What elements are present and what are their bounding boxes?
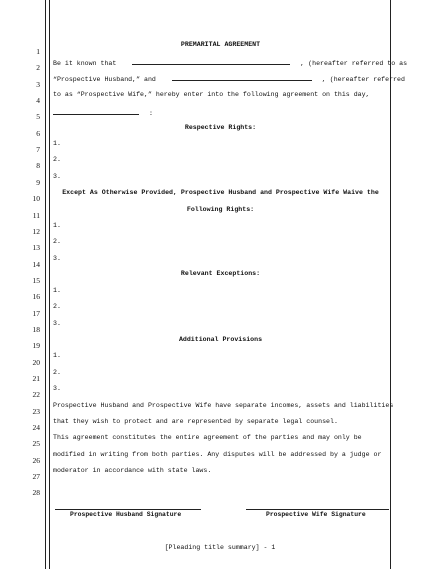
list-item: 3.: [53, 385, 61, 392]
line-number: 27: [32, 472, 40, 482]
list-item: 3.: [53, 173, 61, 180]
body-paragraph-line: moderator in accordance with state laws.: [53, 467, 212, 474]
line-number: 13: [32, 243, 40, 253]
line-number: 26: [32, 455, 40, 465]
intro-text: , (hereafter referred: [321, 76, 405, 83]
line-number: 23: [32, 406, 40, 416]
margin-rule-right: [390, 0, 391, 569]
line-number: 22: [32, 390, 40, 400]
intro-text: , (hereafter referred to as: [300, 60, 408, 67]
wife-name-field[interactable]: [172, 74, 312, 81]
list-item: 1.: [53, 222, 61, 229]
line-number: 1: [36, 47, 40, 56]
line-number: 15: [32, 275, 40, 285]
line-number: 20: [32, 357, 40, 367]
margin-rule-outer: [45, 0, 46, 569]
heading-respective-rights: Respective Rights:: [184, 124, 257, 131]
list-item: 2.: [53, 369, 61, 376]
line-number: 18: [32, 324, 40, 334]
line-number: 17: [32, 308, 40, 318]
line-number: 4: [36, 96, 40, 106]
document-title: PREMARITAL AGREEMENT: [180, 41, 261, 48]
husband-signature-line[interactable]: [55, 509, 201, 510]
list-item: 1.: [53, 352, 61, 359]
body-paragraph-line: This agreement constitutes the entire agreement of the parties and may only be: [53, 434, 362, 441]
intro-text: :: [148, 110, 153, 117]
margin-rule-inner: [49, 0, 50, 569]
line-number: 9: [36, 177, 40, 187]
line-number: 12: [32, 226, 40, 236]
heading-additional-provisions: Additional Provisions: [178, 336, 263, 343]
intro-text: “Prospective Husband,” and: [53, 76, 156, 83]
list-item: 1.: [53, 287, 61, 294]
list-item: 3.: [53, 320, 61, 327]
heading-waive-rights: Except As Otherwise Provided, Prospective Husband and Prospective Wife Waive the: [62, 189, 379, 196]
intro-line-4: [53, 108, 388, 118]
line-number: 10: [32, 194, 40, 204]
wife-signature-line[interactable]: [246, 509, 389, 510]
list-item: 2.: [53, 303, 61, 310]
page-footer: [Pleading title summary] - 1: [164, 544, 276, 551]
line-number: 24: [32, 423, 40, 433]
line-number: 25: [32, 439, 40, 449]
list-item: 1.: [53, 140, 61, 147]
line-number: 19: [32, 341, 40, 351]
line-number: 5: [36, 112, 40, 122]
list-item: 2.: [53, 238, 61, 245]
date-field[interactable]: [53, 108, 139, 115]
intro-line-2: [53, 74, 405, 84]
line-number: 14: [32, 259, 40, 269]
intro-text: Be it known that: [53, 60, 117, 67]
body-paragraph-line: Prospective Husband and Prospective Wife have separate incomes, assets and liabilities: [53, 402, 394, 409]
line-number: 7: [36, 145, 40, 155]
line-number: 21: [32, 374, 40, 383]
heading-waive-rights-cont: Following Rights:: [186, 206, 255, 213]
heading-relevant-exceptions: Relevant Exceptions:: [180, 270, 261, 277]
husband-name-field[interactable]: [132, 58, 290, 65]
intro-line-3: to as “Prospective Wife,” hereby enter into the following agreement on this day,: [53, 91, 370, 98]
line-number: 16: [32, 292, 40, 302]
line-number: 3: [36, 79, 40, 89]
line-number: 6: [36, 128, 40, 138]
line-number: 8: [36, 161, 40, 171]
body-paragraph-line: that they wish to protect and are represented by separate legal counsel.: [53, 418, 338, 425]
list-item: 3.: [53, 255, 61, 262]
line-number: 2: [36, 63, 40, 73]
body-paragraph-line: modified in writing from both parties. Any disputes will be addressed by a judge or: [53, 451, 382, 458]
husband-signature-label: Prospective Husband Signature: [70, 511, 182, 518]
wife-signature-label: Prospective Wife Signature: [266, 511, 366, 518]
line-number: 28: [32, 488, 40, 498]
line-number: 11: [32, 210, 40, 220]
list-item: 2.: [53, 156, 61, 163]
intro-line-1: [53, 58, 408, 68]
